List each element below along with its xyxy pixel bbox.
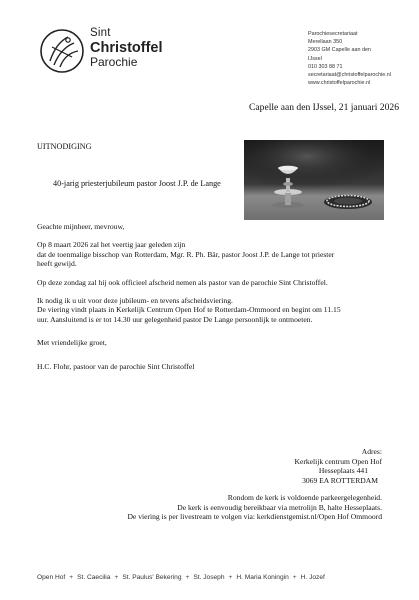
contact-email[interactable]: secretariaat@christoffelparochie.nl bbox=[308, 72, 391, 79]
note-transport: De kerk is eenvoudig bereikbaar via metrolijn B, halte Hesseplaats. bbox=[177, 502, 382, 512]
footer-separator: + bbox=[114, 574, 119, 581]
paragraph-3-line-1: Ik nodig ik u uit voor deze jubileum- en tevens afscheidsviering. bbox=[37, 296, 233, 306]
footer-separator: + bbox=[292, 574, 297, 581]
signature: H.C. Flohr, pastoor van de parochie Sint Christoffel bbox=[37, 361, 195, 371]
footer-location: St. Joseph bbox=[193, 574, 225, 581]
address-label: Adres: bbox=[361, 447, 382, 456]
chalice-photo bbox=[244, 140, 384, 220]
paragraph-1-line-1: Op 8 maart 2026 zal het veertig jaar geleden zijn bbox=[37, 240, 186, 250]
footer-separator: + bbox=[228, 574, 233, 581]
letter-body bbox=[37, 222, 382, 371]
address-name: Kerkelijk centrum Open Hof bbox=[294, 456, 382, 466]
address-block bbox=[230, 447, 382, 485]
paragraph-1-line-3: heeft gewijd. bbox=[37, 259, 77, 269]
footer-location: Open Hof bbox=[37, 574, 66, 581]
practical-notes bbox=[80, 493, 382, 522]
contact-department: Parochiesecretariaat bbox=[308, 31, 358, 37]
salutation: Geachte mijnheer, mevrouw, bbox=[37, 222, 125, 231]
footer-location: St. Caecilia bbox=[77, 574, 111, 581]
footer-separator: + bbox=[69, 574, 74, 581]
footer-location: St. Paulus' Bekering bbox=[122, 574, 182, 581]
brand-line-1: Sint bbox=[90, 27, 111, 39]
letter-date: Capelle aan den IJssel, 21 januari 2026 bbox=[249, 102, 399, 113]
contact-website[interactable]: www.christoffelparochie.nl bbox=[308, 80, 371, 87]
letter-subject: 40-jarig priesterjubileum pastor Joost J.P. de Lange bbox=[53, 179, 221, 188]
footer-locations bbox=[37, 574, 382, 581]
letter-title: UITNODIGING bbox=[37, 142, 92, 151]
address-street: Hesseplaats 441 bbox=[318, 466, 368, 476]
contact-block bbox=[308, 30, 391, 87]
closing: Met vriendelijke groet, bbox=[37, 338, 107, 348]
paragraph-3-line-3: uur. Aansluitend is er tot 14.30 uur gelegenheid pastor De Lange persoonlijk te ontmoeten. bbox=[37, 314, 313, 324]
address-city: 3069 EA ROTTERDAM bbox=[302, 475, 378, 485]
footer-location: H. Maria Koningin bbox=[236, 574, 289, 581]
brand-name bbox=[90, 28, 163, 68]
paragraph-1-line-2: dat de toenmalige bisschop van Rotterdam, Mgr. R. Ph. Bär, pastor Joost J.P. de Lange tot priester bbox=[37, 249, 335, 259]
paragraph-3-line-2: De viering vindt plaats in Kerkelijk Centrum Open Hof te Rotterdam-Ommoord en begint om 11.15 bbox=[37, 305, 341, 315]
contact-city: 2903 GM Capelle aan den IJssel bbox=[308, 47, 371, 62]
contact-phone: 010 303 88 71 bbox=[308, 63, 343, 70]
footer-separator: + bbox=[185, 574, 190, 581]
brand-line-2: Christoffel bbox=[90, 39, 163, 56]
paragraph-2: Op deze zondag zal hij ook officieel afscheid nemen als pastor van de parochie Sint Christoffel. bbox=[37, 277, 328, 287]
note-livestream: De viering is per livestream te volgen via: kerkdienstgemist.nl/Open Hof Ommoord bbox=[127, 512, 382, 522]
contact-street: Merellaan 350 bbox=[308, 39, 343, 46]
note-parking: Rondom de kerk is voldoende parkeergelegenheid. bbox=[227, 493, 382, 502]
footer-location: H. Jozef bbox=[300, 574, 325, 581]
parish-logo-icon bbox=[38, 27, 86, 75]
brand-line-3: Parochie bbox=[90, 55, 138, 69]
